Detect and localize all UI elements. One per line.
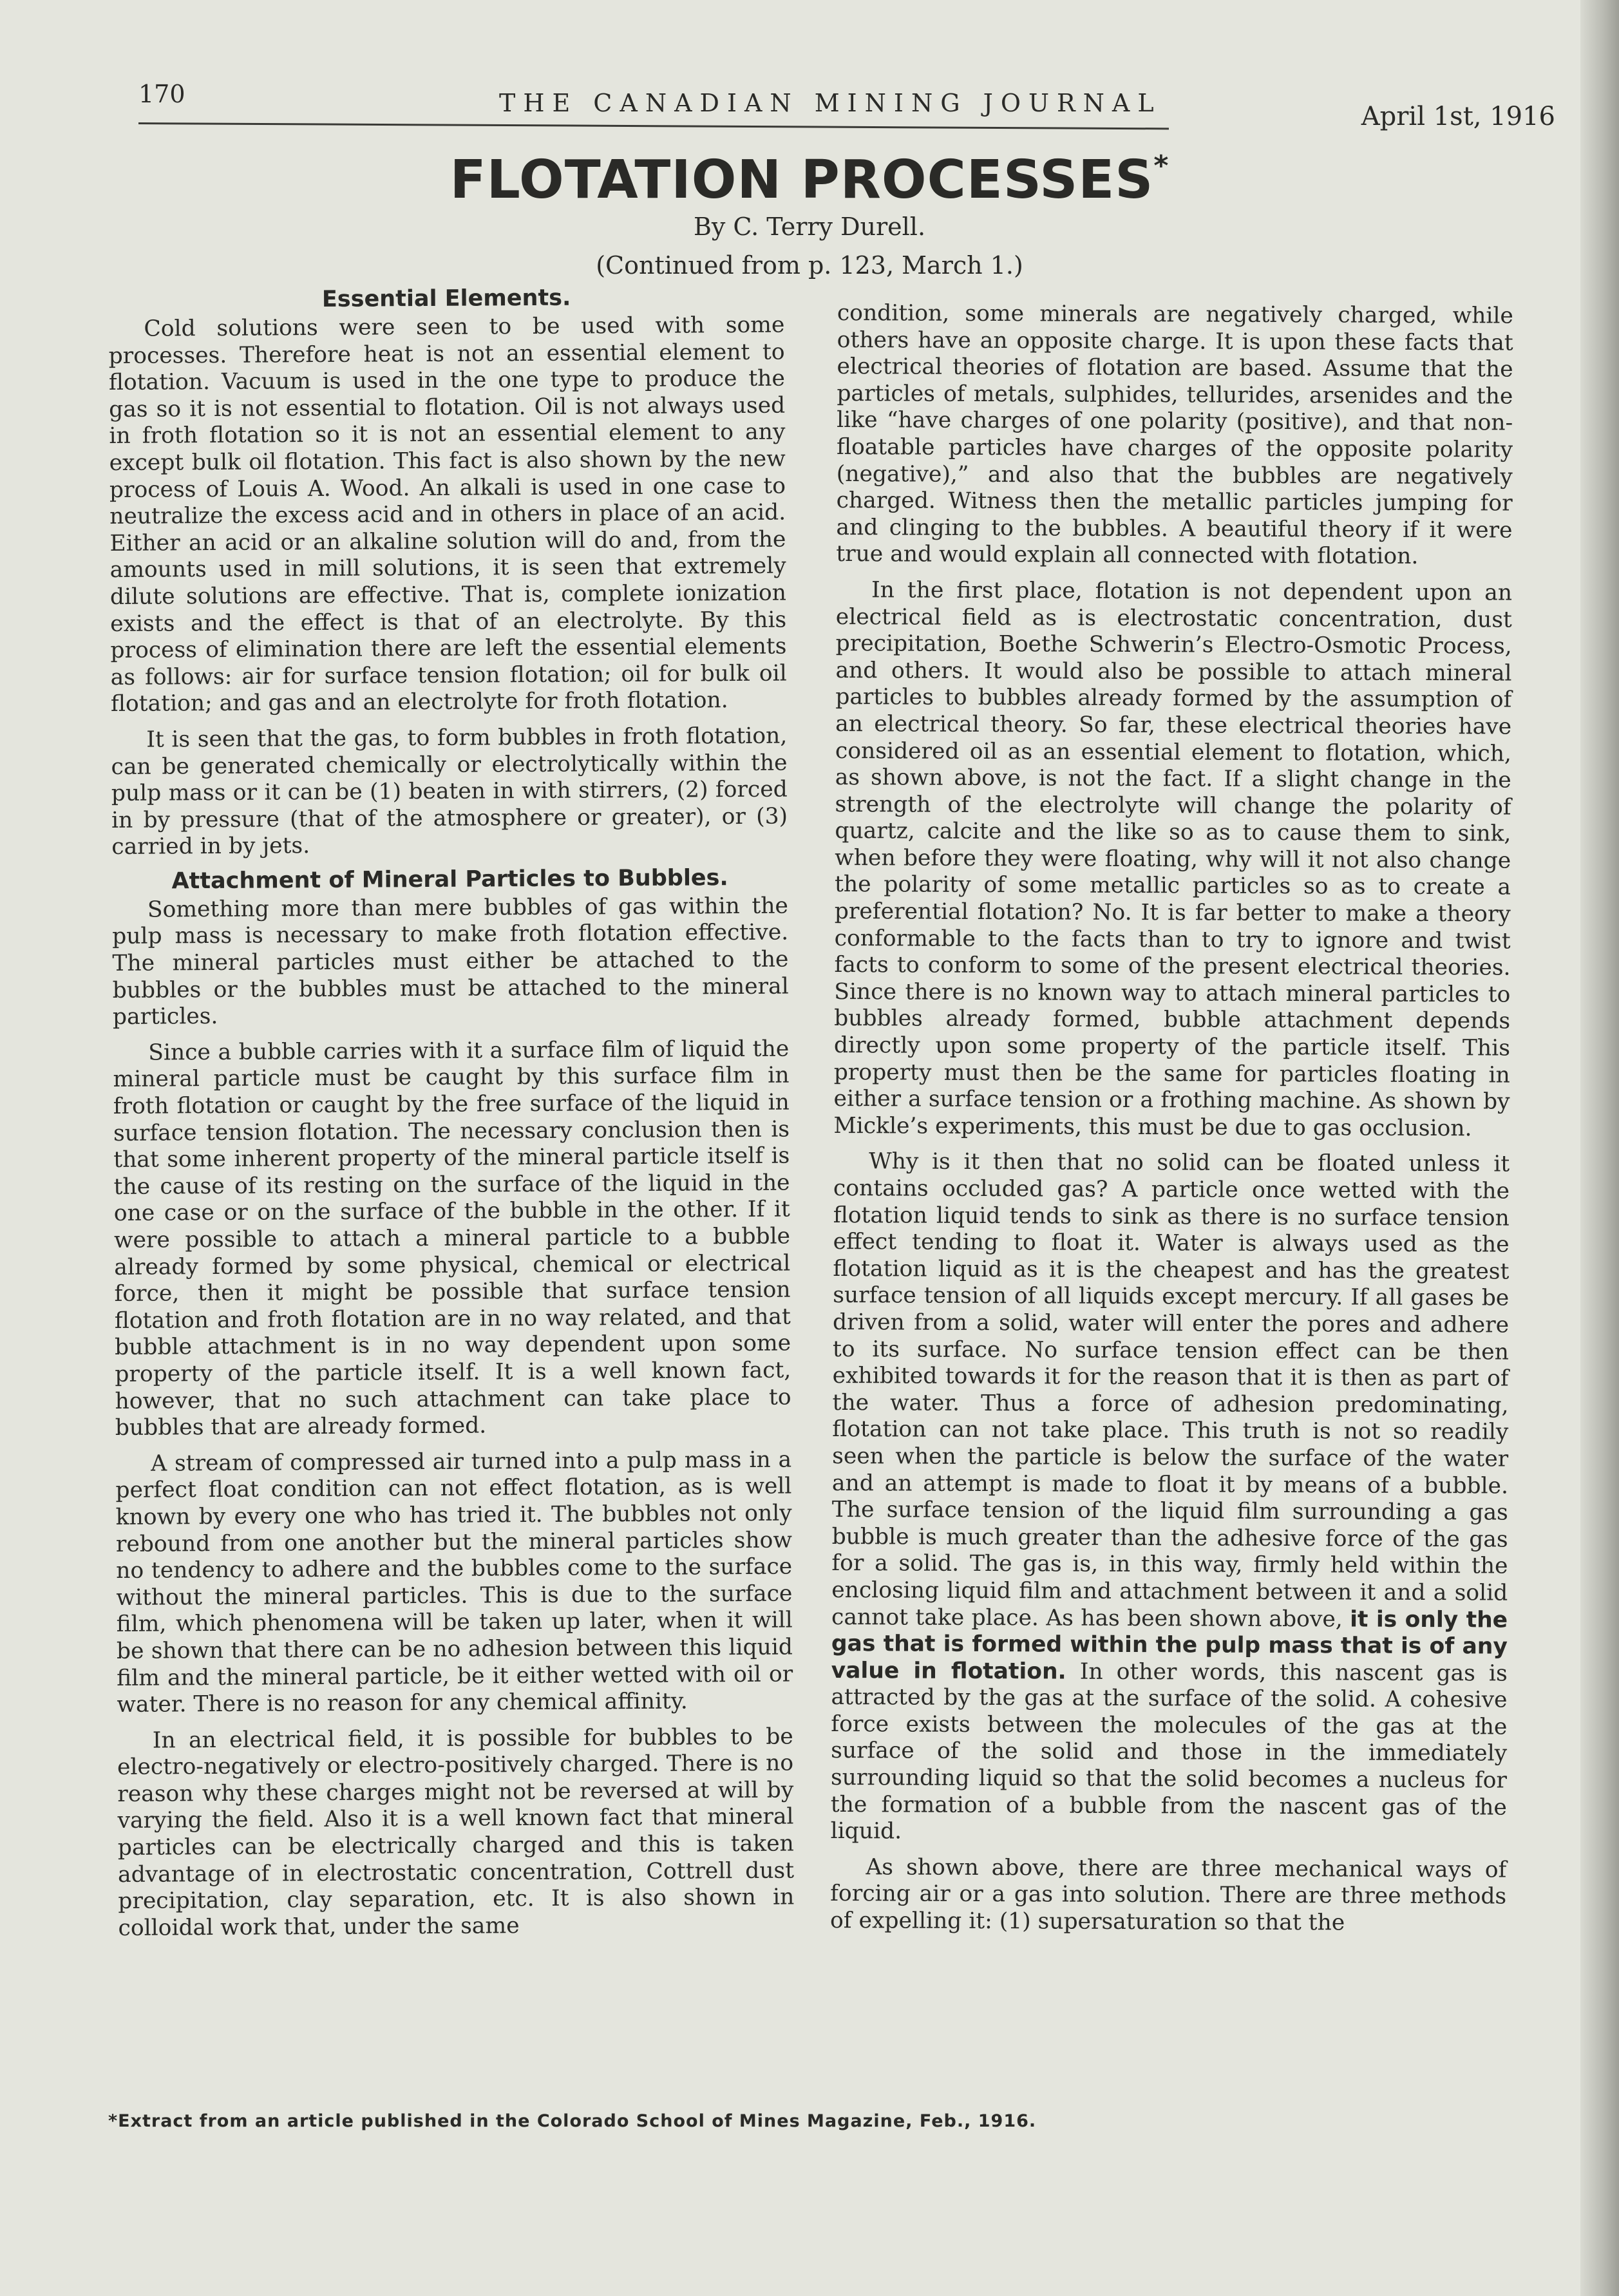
byline: By C. Terry Durell. <box>693 213 926 241</box>
article-title-text: FLOTATION PROCESSES <box>450 149 1154 211</box>
page-number: 170 <box>138 80 185 108</box>
emphasized-text: it is only the gas that is formed within the pulp mass that is of any value in flotation. <box>831 1606 1508 1685</box>
footnote: *Extract from an article published in the Colorado School of Mines Magazine, Feb., 1916. <box>108 2111 1037 2131</box>
paragraph: As shown above, there are three mechanical ways of forcing air or a gas into solution. There are three methods of expelling it: (1) supersaturation so that the <box>829 1854 1507 1936</box>
right-column <box>830 300 1513 1937</box>
paragraph-text: Why is it then that no solid can be floated unless it contains occluded gas? A particle once wetted with the flotation liquid tends to sink as there is no surface tension effect tending to float it. Water is always used as the flotation liquid as it is the cheapest and has the greatest surface tension of all liquids except mercury. If all gases be driven from a solid, water will enter the pores and adhere to its surface. No surface tension effect can be then exhibited towards it for the reason that it is then as part of the water. Thus a force of adhesion predominating, flotation can not take place. This truth is not so readily seen when the particle is below the surface of the water and an attempt is made to float it by means of a bubble. The surface tension of the liquid film surrounding a gas bubble is much greater than the adhesive force of the gas for a solid. The gas is, in this way, firmly held within the enclosing liquid film and attachment between it and a solid cannot take place. As has been shown above, <box>831 1148 1510 1632</box>
paragraph: Since a bubble carries with it a surface film of liquid the mineral particle must be caught by this surface film in froth flotation or caught by the free surface of the liquid in surface tension flotation. The necessary conclusion then is that some inherent property of the mineral particle itself is the cause of its resting on the surface of the liquid in the one case or on the surface of the bubble in the other. If it were possible to attach a mineral particle to a bubble already formed by some physical, chemical or electrical force, then it might be possible that surface tension flotation and froth flotation are in no way related, and that bubble attachment is in no way dependent upon some property of the particle itself. It is a well known fact, however, that no such attachment can take place to bubbles that are already formed. <box>113 1036 791 1441</box>
paragraph: It is seen that the gas, to form bubbles in froth flotation, can be generated chemically or electrolytically within the pulp mass or it can be (1) beaten in with stirrers, (2) forced in by pressure (that of the atmosphere or greater), or (3) carried in by jets. <box>111 723 788 860</box>
left-column <box>108 283 795 1942</box>
continuation-note: (Continued from p. 123, March 1.) <box>596 251 1023 280</box>
journal-title: THE CANADIAN MINING JOURNAL <box>499 89 1162 117</box>
section-heading-essential-elements: Essential Elements. <box>321 285 571 312</box>
paragraph: condition, some minerals are negatively charged, while others have an opposite charge. It is upon these facts that electrical theories of flotation are based. Assume that the particles of metals, sulphides, tellurides, arsenides and the like “have charges of one polarity (positive), and that non-floatable particles have charges of the opposite polarity (negative),” and also that the bubbles are negatively charged. Witness then the metallic particles jumping for and clinging to the bubbles. A beautiful theory if it were true and would explain all connected with flotation. <box>836 300 1513 570</box>
paragraph <box>831 1148 1510 1848</box>
page-edge <box>1580 0 1619 2296</box>
footnote-marker: * <box>1153 149 1169 182</box>
article-title <box>0 149 1619 211</box>
paragraph: In the first place, flotation is not dependent upon an electrical field as is electrostatic concentration, dust precipitation, Boethe Schwerin’s Electro-Osmotic Process, and others. It would also be possible to attach mineral particles to bubbles already formed by the assumption of an electrical theory. So far, these electrical theories have considered oil as an essential element to flotation, which, as shown above, is not the fact. If a slight change in the strength of the electrolyte will change the polarity of quartz, calcite and the like so as to cause them to sink, when before they were floating, why will it not also change the polarity of some metallic particles so as to create a preferential flotation? No. It is far better to make a theory conformable to the facts than to try to ignore and twist facts to conform to some of the present electrical theories. Since there is no known way to attach mineral particles to bubbles already formed, bubble attachment depends directly upon some property of the particle itself. This property must then be the same for particles floating in either a surface tension or a frothing machine. As shown by Mickle’s experiments, this must be due to gas occlusion. <box>833 577 1513 1142</box>
paragraph-text: In other words, this nascent gas is attracted by the gas at the surface of the solid. A cohesive force exists between the molecules of the gas at the surface of the solid and those in the immediately surrounding liquid so that the solid becomes a nucleus for the formation of a bubble from the nascent gas of the liquid. <box>830 1658 1508 1845</box>
paragraph: A stream of compressed air turned into a pulp mass in a perfect float condition can not effect flotation, as is well known by every one who has tried it. The bubbles not only rebound from one another but the mineral particles show no tendency to adhere and the bubbles come to the surface without the mineral particles. This is due to the surface film, which phenomena will be taken up later, when it will be shown that there can be no adhesion between this liquid film and the mineral particle, be it either wetted with oil or water. There is no reason for any chemical affinity. <box>115 1447 793 1718</box>
paragraph: Cold solutions were seen to be used with some processes. Therefore heat is not an essential element to flotation. Vacuum is used in the one type to produce the gas so it is not essential to flotation. Oil is not always used in froth flotation so it is not an essential element to any except bulk oil flotation. This fact is also shown by the new process of Louis A. Wood. An alkali is used in one case to neutralize the excess acid and in others in place of an acid. Either an acid or an alkaline solution will do and, from the amounts used in mill solutions, it is seen that extremely dilute solutions are effective. That is, complete ionization exists and the effect is that of an electrolyte. By this process of elimination there are left the essential elements as follows: air for surface tension flotation; oil for bulk oil flotation; and gas and an electrolyte for froth flotation. <box>108 312 787 717</box>
section-heading-attachment: Attachment of Mineral Particles to Bubbles. <box>171 865 728 895</box>
issue-date: April 1st, 1916 <box>1361 102 1555 131</box>
paragraph: Something more than mere bubbles of gas within the pulp mass is necessary to make froth flotation effective. The mineral particles must either be attached to the bubbles or the bubbles must be attached to the mineral particles. <box>112 893 789 1030</box>
page-header <box>138 76 1555 131</box>
paragraph: In an electrical field, it is possible for bubbles to be electro-negatively or electro-positively charged. There is no reason why these charges might not be reversed at will by varying the field. Also it is a well known fact that mineral particles can be electrically charged and this is taken advantage of in electrostatic concentration, Cottrell dust precipitation, clay separation, etc. It is also shown in colloidal work that, under the same <box>117 1723 795 1941</box>
